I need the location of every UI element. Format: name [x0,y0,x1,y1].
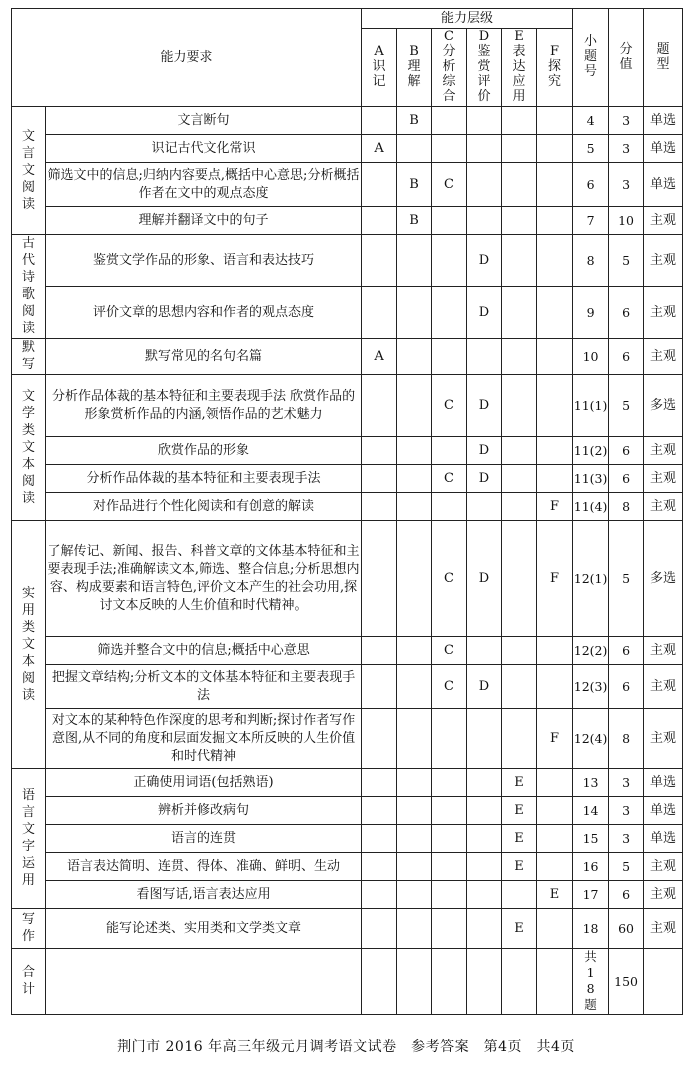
level-mark: F [537,493,573,521]
level-mark: E [502,909,537,949]
level-mark [397,135,432,163]
question-type: 单选 [644,769,683,797]
question-type: 主观 [644,437,683,465]
level-mark [467,797,502,825]
level-mark [397,709,432,769]
level-mark [432,207,467,235]
level-mark [397,769,432,797]
score-value: 10 [609,207,644,235]
level-mark [537,825,573,853]
question-type: 主观 [644,709,683,769]
question-type: 主观 [644,909,683,949]
level-mark: C [432,521,467,637]
score-value: 6 [609,339,644,375]
level-mark [397,235,432,287]
level-mark [397,465,432,493]
level-mark [467,637,502,665]
level-mark [432,797,467,825]
header-score: 分值 [609,9,644,107]
table-row [12,909,683,949]
level-mark [432,709,467,769]
question-number: 11(2) [573,437,609,465]
level-mark [502,437,537,465]
level-mark [537,797,573,825]
level-mark [537,769,573,797]
ability-requirement: 辨析并修改病句 [46,797,362,825]
level-mark [502,235,537,287]
level-mark [502,339,537,375]
level-mark [537,163,573,207]
level-mark [362,881,397,909]
question-type: 主观 [644,493,683,521]
ability-requirement: 欣赏作品的形象 [46,437,362,465]
level-mark [502,287,537,339]
question-number: 8 [573,235,609,287]
question-type: 单选 [644,135,683,163]
level-mark [502,375,537,437]
header-ability-levels: 能力层级 [362,9,573,29]
level-mark [397,665,432,709]
level-mark: D [467,521,502,637]
level-e: E表达应用 [502,29,537,107]
total-count: 共18题 [573,949,609,1015]
level-mark [362,437,397,465]
level-mark: D [467,287,502,339]
score-value: 6 [609,437,644,465]
table-row [12,797,683,825]
level-mark [362,769,397,797]
table-row [12,207,683,235]
question-number: 14 [573,797,609,825]
level-mark [397,853,432,881]
level-mark: B [397,207,432,235]
score-value: 5 [609,375,644,437]
ability-requirement: 把握文章结构;分析文本的文体基本特征和主要表现手法 [46,665,362,709]
level-mark: C [432,375,467,437]
ability-requirement: 语言表达简明、连贯、得体、准确、鲜明、生动 [46,853,362,881]
question-number: 5 [573,135,609,163]
level-mark: D [467,437,502,465]
ability-requirement: 正确使用词语(包括熟语) [46,769,362,797]
score-value: 3 [609,769,644,797]
ability-requirement: 筛选文中的信息;归纳内容要点,概括中心意思;分析概括作者在文中的观点态度 [46,163,362,207]
level-mark [362,235,397,287]
level-mark [502,637,537,665]
level-mark [537,375,573,437]
question-type: 主观 [644,853,683,881]
level-mark [432,881,467,909]
question-number: 12(3) [573,665,609,709]
level-mark: C [432,637,467,665]
question-number: 16 [573,853,609,881]
question-number: 12(4) [573,709,609,769]
level-d: D鉴赏评价 [467,29,502,107]
score-value: 6 [609,465,644,493]
table-row [12,665,683,709]
level-mark: C [432,163,467,207]
exam-spec-table [11,8,683,1015]
level-mark [397,339,432,375]
ability-requirement: 能写论述类、实用类和文学类文章 [46,909,362,949]
category-dictation: 默写 [12,339,46,375]
score-value: 8 [609,493,644,521]
level-mark [502,881,537,909]
level-mark [537,207,573,235]
level-mark [467,853,502,881]
level-mark: E [502,797,537,825]
question-type: 单选 [644,163,683,207]
question-number: 9 [573,287,609,339]
question-type: 主观 [644,465,683,493]
table-row [12,637,683,665]
level-mark [467,339,502,375]
level-mark: E [502,825,537,853]
level-mark [467,881,502,909]
level-mark [397,493,432,521]
header-type: 题型 [644,9,683,107]
level-mark [397,797,432,825]
question-type: 多选 [644,521,683,637]
score-value: 5 [609,853,644,881]
level-mark: A [362,339,397,375]
level-mark [502,709,537,769]
level-mark [432,339,467,375]
level-mark: D [467,665,502,709]
table-row [12,853,683,881]
table-row [12,465,683,493]
ability-requirement: 评价文章的思想内容和作者的观点态度 [46,287,362,339]
score-value: 5 [609,235,644,287]
level-mark [537,637,573,665]
question-type: 单选 [644,825,683,853]
level-mark: B [397,107,432,135]
question-type: 多选 [644,375,683,437]
ability-requirement: 鉴赏文学作品的形象、语言和表达技巧 [46,235,362,287]
level-mark: D [467,375,502,437]
level-mark [432,135,467,163]
table-row [12,135,683,163]
score-value: 3 [609,797,644,825]
table-row [12,339,683,375]
category-classical-chinese: 文言文阅读 [12,107,46,235]
level-mark: E [502,853,537,881]
total-score: 150 [609,949,644,1015]
level-mark [362,637,397,665]
table-row [12,107,683,135]
table-row [12,493,683,521]
level-mark [432,493,467,521]
header-ability-requirements: 能力要求 [12,9,362,107]
level-mark [502,163,537,207]
question-number: 11(1) [573,375,609,437]
level-mark [362,375,397,437]
table-row [12,709,683,769]
level-mark [362,465,397,493]
question-type: 主观 [644,881,683,909]
level-mark [537,135,573,163]
table-row [12,521,683,637]
question-type: 主观 [644,207,683,235]
level-mark [362,287,397,339]
level-mark: D [467,235,502,287]
level-mark [397,521,432,637]
level-mark [537,853,573,881]
score-value: 6 [609,287,644,339]
level-mark [432,769,467,797]
level-mark: F [537,521,573,637]
level-mark [502,107,537,135]
level-mark [502,465,537,493]
level-mark [397,637,432,665]
level-mark [502,521,537,637]
ability-requirement: 对作品进行个性化阅读和有创意的解读 [46,493,362,521]
question-type: 单选 [644,107,683,135]
level-mark [537,465,573,493]
category-ancient-poetry: 古代诗歌阅读 [12,235,46,339]
ability-requirement: 分析作品体裁的基本特征和主要表现手法 欣赏作品的形象赏析作品的内涵,领悟作品的艺术魅力 [46,375,362,437]
question-number: 7 [573,207,609,235]
level-mark [467,769,502,797]
ability-requirement: 文言断句 [46,107,362,135]
score-value: 3 [609,107,644,135]
level-f: F探究 [537,29,573,107]
level-mark [432,853,467,881]
score-value: 3 [609,825,644,853]
total-label: 合计 [12,949,46,1015]
level-mark: E [502,769,537,797]
level-mark [502,493,537,521]
level-mark [502,135,537,163]
question-number: 12(1) [573,521,609,637]
table-row [12,235,683,287]
level-mark [397,287,432,339]
score-value: 3 [609,135,644,163]
level-mark: F [537,709,573,769]
level-mark [362,853,397,881]
level-mark [467,909,502,949]
score-value: 6 [609,637,644,665]
level-mark [362,909,397,949]
question-number: 6 [573,163,609,207]
category-literary-text: 文学类文本阅读 [12,375,46,521]
score-value: 6 [609,665,644,709]
level-mark [467,135,502,163]
level-mark [362,207,397,235]
question-number: 18 [573,909,609,949]
level-mark [537,909,573,949]
header-question-no: 小题号 [573,9,609,107]
level-mark: C [432,465,467,493]
level-mark [467,825,502,853]
level-mark [362,107,397,135]
category-practical-text: 实用类文本阅读 [12,521,46,769]
score-value: 6 [609,881,644,909]
level-mark [432,107,467,135]
level-mark: D [467,465,502,493]
level-mark [502,665,537,709]
page-footer: 荆门市 2016 年高三年级元月调考语文试卷 参考答案 第4页 共4页 [117,1039,575,1055]
question-number: 13 [573,769,609,797]
table-row [12,881,683,909]
question-type: 主观 [644,339,683,375]
ability-requirement: 筛选并整合文中的信息;概括中心意思 [46,637,362,665]
question-type: 主观 [644,665,683,709]
level-mark [362,665,397,709]
question-number: 17 [573,881,609,909]
question-type: 主观 [644,287,683,339]
level-mark [537,437,573,465]
level-a: A识记 [362,29,397,107]
level-mark [362,709,397,769]
level-mark: E [537,881,573,909]
level-mark [397,909,432,949]
question-number: 10 [573,339,609,375]
level-mark [537,339,573,375]
level-mark: A [362,135,397,163]
level-mark [467,493,502,521]
level-mark [362,163,397,207]
table-row [12,375,683,437]
level-c: C分析综合 [432,29,467,107]
ability-requirement: 分析作品体裁的基本特征和主要表现手法 [46,465,362,493]
total-row [12,949,683,1015]
level-mark [362,797,397,825]
ability-requirement: 识记古代文化常识 [46,135,362,163]
table-row [12,287,683,339]
level-mark [467,107,502,135]
score-value: 8 [609,709,644,769]
level-mark [432,437,467,465]
table-row [12,825,683,853]
level-mark [362,493,397,521]
ability-requirement: 对文本的某种特色作深度的思考和判断;探讨作者写作意图,从不同的角度和层面发掘文本所反映的人生价值和时代精神 [46,709,362,769]
question-type: 主观 [644,235,683,287]
category-writing: 写作 [12,909,46,949]
table-row [12,437,683,465]
level-mark [432,287,467,339]
level-mark [467,709,502,769]
level-mark [537,107,573,135]
level-mark [537,665,573,709]
level-mark [537,287,573,339]
score-value: 60 [609,909,644,949]
level-mark [467,163,502,207]
question-number: 11(3) [573,465,609,493]
category-language-use: 语言文字运用 [12,769,46,909]
level-mark [397,881,432,909]
ability-requirement: 默写常见的名句名篇 [46,339,362,375]
level-mark [502,207,537,235]
table-row [12,163,683,207]
ability-requirement: 语言的连贯 [46,825,362,853]
level-b: B理解 [397,29,432,107]
question-type: 主观 [644,637,683,665]
level-mark [397,437,432,465]
level-mark [537,235,573,287]
ability-requirement: 理解并翻译文中的句子 [46,207,362,235]
level-mark [432,909,467,949]
ability-requirement: 看图写话,语言表达应用 [46,881,362,909]
level-mark: C [432,665,467,709]
level-mark [362,825,397,853]
level-mark [432,235,467,287]
question-type: 单选 [644,797,683,825]
question-number: 15 [573,825,609,853]
level-mark: B [397,163,432,207]
score-value: 3 [609,163,644,207]
question-number: 11(4) [573,493,609,521]
level-mark [467,207,502,235]
question-number: 4 [573,107,609,135]
table-row [12,769,683,797]
level-mark [432,825,467,853]
level-mark [397,825,432,853]
ability-requirement: 了解传记、新闻、报告、科普文章的文体基本特征和主要表现手法;准确解读文本,筛选、整合信息;分析思想内容、构成要素和语言特色,评价文本产生的社会功用,探讨文本反映的人生价值和时代精神。 [46,521,362,637]
level-mark [362,521,397,637]
score-value: 5 [609,521,644,637]
question-number: 12(2) [573,637,609,665]
level-mark [397,375,432,437]
